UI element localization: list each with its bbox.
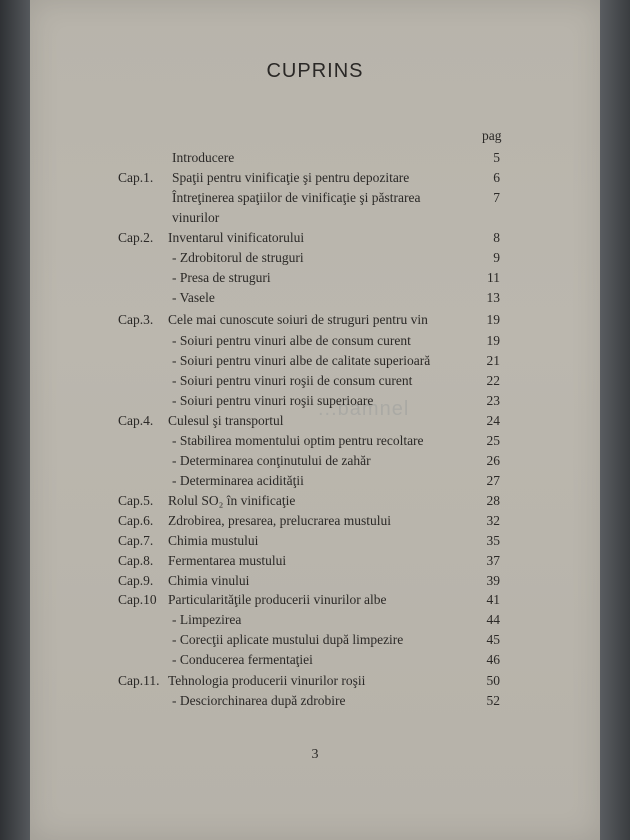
toc-chapter-label: Cap.10 <box>118 592 157 607</box>
toc-page-number: 26 <box>486 453 500 468</box>
page-number: 3 <box>311 747 319 762</box>
toc-page-number: 45 <box>486 632 500 647</box>
toc-entry-title: Particularităţile producerii vinurilor albe <box>168 592 387 607</box>
toc-chapter-label: Cap.4. <box>118 413 154 428</box>
toc-page-number: 39 <box>486 573 500 588</box>
toc-entry-title: Zdrobirea, presarea, prelucrarea mustului <box>168 513 392 528</box>
toc-page-number: 23 <box>486 393 500 408</box>
page-title: CUPRINS <box>266 60 364 82</box>
toc-page-number: 6 <box>493 170 500 185</box>
pag-column-label: pag <box>482 128 502 143</box>
toc-entry-title: - Determinarea acidităţii <box>172 473 304 488</box>
toc-chapter-label: Cap.7. <box>118 533 154 548</box>
toc-page-number: 22 <box>486 373 500 388</box>
toc-entry-title: vinurilor <box>172 210 220 225</box>
toc-entry-title: - Vasele <box>172 290 215 305</box>
toc-chapter-label: Cap.3. <box>118 312 154 327</box>
toc-entry-title: - Zdrobitorul de struguri <box>172 250 304 265</box>
toc-page-number: 5 <box>493 150 500 165</box>
toc-chapter-label: Cap.6. <box>118 513 154 528</box>
toc-chapter-label: Cap.11. <box>118 673 160 688</box>
toc-entry-title: - Presa de struguri <box>172 270 271 285</box>
toc-page-number: 41 <box>486 592 500 607</box>
toc-page-number: 21 <box>486 353 500 368</box>
toc-entry-title: - Desciorchinarea după zdrobire <box>172 693 346 708</box>
toc-page-number: 9 <box>493 250 500 265</box>
toc-page-number: 35 <box>486 533 500 548</box>
toc-entry-title: - Soiuri pentru vinuri albe de consum curent <box>172 333 411 348</box>
toc-entry-title: Chimia vinului <box>168 573 250 588</box>
toc-entry-title: - Soiuri pentru vinuri roşii superioare <box>172 393 374 408</box>
toc-entry-title: Chimia mustului <box>168 533 259 548</box>
toc-entry-title: - Soiuri pentru vinuri roşii de consum curent <box>172 373 413 388</box>
toc-page-number: 7 <box>493 190 500 205</box>
toc-page-number: 28 <box>486 493 500 508</box>
toc-page-number: 32 <box>486 513 500 528</box>
toc-page-number: 52 <box>486 693 500 708</box>
toc-page-number: 44 <box>486 612 500 627</box>
toc-entry-title: Inventarul vinificatorului <box>168 230 305 245</box>
toc-entry-title: - Determinarea conţinutului de zahăr <box>172 453 371 468</box>
toc-entry-title: - Corecţii aplicate mustului după limpezire <box>172 632 404 647</box>
toc-entry-title: Cele mai cunoscute soiuri de struguri pentru vin <box>168 312 428 327</box>
toc-page-number: 19 <box>486 312 500 327</box>
watermark: ...bamnel <box>318 398 410 420</box>
toc-page-number: 27 <box>486 473 500 488</box>
toc-entry-title: Introducere <box>172 150 235 165</box>
toc-page-number: 46 <box>486 652 500 667</box>
toc-page-number: 13 <box>486 290 500 305</box>
toc-entry-title: - Limpezirea <box>172 612 242 627</box>
toc-chapter-label: Cap.5. <box>118 493 154 508</box>
toc-entry-title: Culesul şi transportul <box>168 413 284 428</box>
toc-chapter-label: Cap.1. <box>118 170 154 185</box>
toc-entry-title: Tehnologia producerii vinurilor roşii <box>168 673 366 688</box>
toc-chapter-label: Cap.2. <box>118 230 154 245</box>
toc-entry-title: - Stabilirea momentului optim pentru recoltare <box>172 433 424 448</box>
toc-page-number: 19 <box>486 333 500 348</box>
toc-chapter-label: Cap.9. <box>118 573 154 588</box>
toc-entry-title: Întreţinerea spaţiilor de vinificaţie şi păstrarea <box>172 190 421 205</box>
toc-entry-title: Spaţii pentru vinificaţie şi pentru depozitare <box>172 170 410 185</box>
toc-chapter-label: Cap.8. <box>118 553 154 568</box>
toc-page-number: 50 <box>486 673 500 688</box>
toc-page-number: 37 <box>486 553 500 568</box>
toc-entry-title: Rolul SO₂ în vinificaţie <box>168 493 296 508</box>
toc-page-number: 8 <box>493 230 500 245</box>
toc-entry-title: Fermentarea mustului <box>168 553 287 568</box>
toc-page-number: 24 <box>486 413 500 428</box>
toc-page-number: 25 <box>486 433 500 448</box>
toc-page-number: 11 <box>487 270 500 285</box>
toc-entry-title: - Soiuri pentru vinuri albe de calitate superioară <box>172 353 431 368</box>
toc-entry-title: - Conducerea fermentaţiei <box>172 652 313 667</box>
